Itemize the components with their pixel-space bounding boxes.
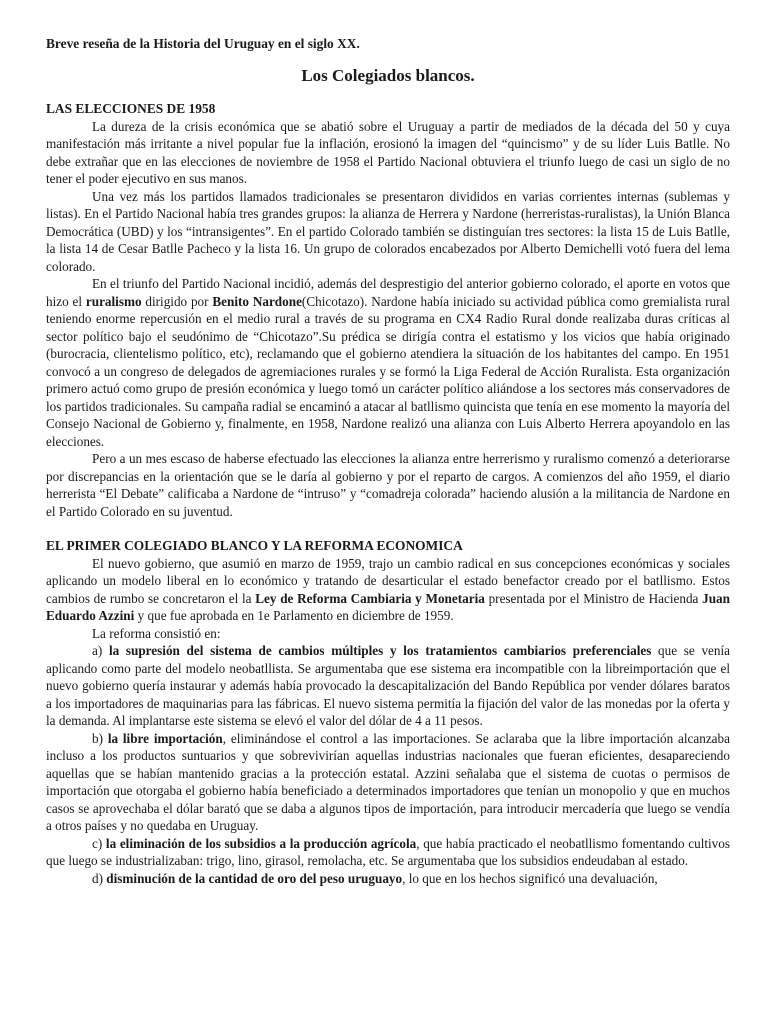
document-title: Los Colegiados blancos. <box>301 66 475 85</box>
bold-term-ruralismo: ruralismo <box>85 293 142 309</box>
text-run: , que había practicado el neobatllismo fomentando cultivos que luego se industrializaban: trigo, lino, girasol, remolacha, etc. Se argumentaba que los subsidios endeudaban al estado. <box>46 835 731 868</box>
paragraph: La dureza de la crisis económica que se abatió sobre el Uruguay a partir de mediados de la década del 50 y cuya manifestación más irritante a nivel popular fue la inflación, erosionó la imagen del “quincismo” y de su líder Luis Batlle. No debe extrañar que en las elecciones de noviembre de 1958 el Partido Nacional obtuviera el triunfo luego de casi un siglo de no tener el poder ejecutivo en sus manos. <box>46 118 730 186</box>
header-title: Breve reseña de la Historia del Uruguay en el siglo XX. <box>46 36 360 51</box>
list-marker: b) <box>92 730 108 746</box>
list-item-c <box>46 835 730 870</box>
text-run: , lo que en los hechos significó una devaluación, <box>402 870 658 886</box>
text-run: que se venía aplicando como parte del modelo neobatllista. Se argumentaba que ese sistema era incompatible con la libreimportación que el nuevo gobierno quería instaurar y además había provocado la descapitalización del Bando República por vender dólares baratos a los importadores de maquinarias para las fábricas. El nuevo sistema permitía la fijación del valor de las monedas por la oferta y la demanda. Al implantarse este sistema se elevó el valor del dólar de 4 a 11 pesos. <box>46 643 731 728</box>
section-heading-elecciones: LAS ELECCIONES DE 1958 <box>46 101 216 116</box>
paragraph: La reforma consistió en: <box>92 625 221 641</box>
text-run: (Chicotazo). Nardone había iniciado su actividad pública como gremialista rural teniendo enorme repercusión en el medio rural a través de su programa en CX4 Radio Rural donde realizaba duras críticas al sector político bajo el seudónimo de “Chicotazo”.Su prédica se dirigía contra el estatismo y los vicios que había originado (burocracia, clientelismo político, etc), reclamando que el gobierno atendiera la situación de los habitantes del campo. En 1951 convocó a un congreso de delegados de agremiaciones rurales y se formó la Liga Federal de Acción Ruralista. Esta organización primero actuó como grupo de presión económica y luego tomó un carácter político aliándose a los sectores más conservadores de los partidos tradicionales. Su campaña radial se encaminó a atacar al batllismo quincista que tenía en ese momento la mayoría del Consejo Nacional de Gobierno y, finalmente, en 1958, Nardone realizó una alianza con Luis Alberto Herrera apoyandolo en las elecciones. <box>46 293 730 449</box>
bold-term: la supresión del sistema de cambios múltiples y los tratamientos cambiarios preferenciales <box>108 643 652 658</box>
section-heading-primer-colegiado: EL PRIMER COLEGIADO BLANCO Y LA REFORMA ECONOMICA <box>46 538 463 553</box>
text-run: , eliminándose el control a las importaciones. Se aclaraba que la libre importación alcanzaba incluso a los productos suntuarios y que sobrevivirían aquellas industrias nacionales que fueran eficientes, desapareciendo aquellas que se habían mantenido gracias a la protección estatal. Azzini señalaba que el sistema de cuotas o permisos de importación que otorgaba el gobierno había beneficiado a determinados importadores que tenían un monopolio y que en muchos casos se aprovechaba el dólar barató que se daba a algunos tipos de importación, para introducir mercadería que luego se vendía a otros países y no quedaba en Uruguay. <box>46 730 730 833</box>
bold-term: la eliminación de los subsidios a la producción agrícola <box>105 835 417 851</box>
bold-term: la libre importación <box>107 730 223 746</box>
list-marker: c) <box>92 835 106 851</box>
bold-term-ley-reforma: Ley de Reforma Cambiaria y Monetaria <box>255 590 485 606</box>
list-item-a <box>46 642 730 730</box>
paragraph <box>46 275 730 450</box>
list-marker: d) <box>92 870 107 886</box>
paragraph: Una vez más los partidos llamados tradicionales se presentaron divididos en varias corrientes internas (sublemas y listas). En el Partido Nacional había tres grandes grupos: la alianza de Herrera y Nardone (herreristas-ruralistas), la Unión Blanca Democrática (UBD) y los “intransigentes”. En el partido Colorado también se distinguían tres sectores: la lista 15 de Luis Batlle, la lista 14 de Cesar Batlle Pacheco y la lista 16. Un grupo de colorados encabezados por Alberto Demichelli votó fuera del lema colorado. <box>46 188 730 274</box>
paragraph: Pero a un mes escaso de haberse efectuado las elecciones la alianza entre herrerismo y ruralismo comenzó a deteriorarse por discrepancias en la orientación que se le daría al gobierno y por el reparto de cargos. A comienzos del año 1959, el diario herrerista “El Debate” calificaba a Nardone de “intruso” y “comadreja colorada” haciendo alusión a la militancia de Nardone en el Partido Colorado en su juventud. <box>46 451 730 519</box>
bold-term: disminución de la cantidad de oro del peso uruguayo <box>106 870 403 886</box>
text-run: y que fue aprobada en 1e Parlamento en diciembre de 1959. <box>134 608 454 623</box>
bold-term-benito-nardone: Benito Nardone <box>212 293 302 309</box>
bold-term-azzini: Juan Eduardo Azzini <box>46 590 730 623</box>
section-spacer <box>46 520 730 537</box>
list-item-b <box>46 730 730 835</box>
list-marker: a) <box>92 643 109 658</box>
list-item-d <box>46 870 730 888</box>
text-run: presentada por el Ministro de Hacienda <box>484 590 703 606</box>
paragraph <box>46 555 730 625</box>
text-run: El nuevo gobierno, que asumió en marzo de 1959, trajo un cambio radical en sus concepciones económicas y sociales aplicando un modelo liberal en lo económico y tratando de desarticular el estado benefactor creado por el batllismo. Estos cambios de rumbo se concretaron el la <box>46 555 730 606</box>
text-run: dirigido por <box>141 293 213 309</box>
text-run: En el triunfo del Partido Nacional incidió, además del desprestigio del anterior gobierno colorado, el aporte en votos que hizo el <box>46 276 730 309</box>
